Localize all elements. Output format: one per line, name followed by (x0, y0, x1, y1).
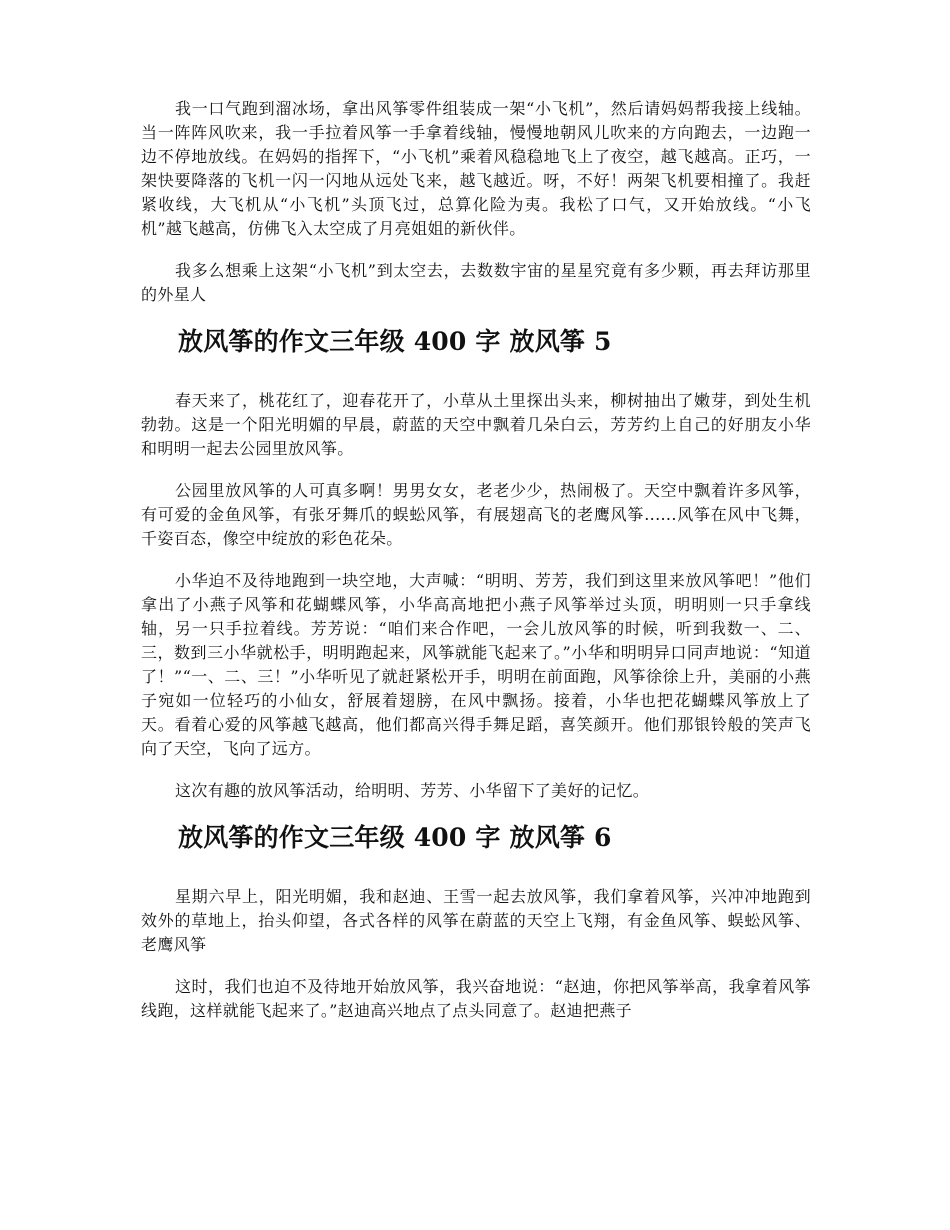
paragraph: 公园里放风筝的人可真多啊！男男女女，老老少少，热闹极了。天空中飘着许多风筝，有可爱的金鱼风筝，有张牙舞爪的蜈蚣风筝，有展翅高飞的老鹰风筝......风筝在风中飞舞，千姿百态，像空中绽放的彩色花朵。 (141, 481, 811, 548)
paragraph: 春天来了，桃花红了，迎春花开了，小草从土里探出头来，柳树抽出了嫩芽，到处生机勃勃。这是一个阳光明媚的早晨，蔚蓝的天空中飘着几朵白云，芳芳约上自己的好朋友小华和明明一起去公园里放风筝。 (141, 391, 811, 458)
paragraph: 这次有趣的放风筝活动，给明明、芳芳、小华留下了美好的记忆。 (175, 781, 650, 800)
paragraph: 我一口气跑到溜冰场，拿出风筝零件组装成一架“小飞机”，然后请妈妈帮我接上线轴。当一阵阵风吹来，我一手拉着风筝一手拿着线轴，慢慢地朝风儿吹来的方向跑去，一边跑一边不停地放线。在妈妈的指挥下，“小飞机”乘着风稳稳地飞上了夜空，越飞越高。正巧，一架快要降落的飞机一闪一闪地从远处飞来，越飞越近。呀，不好！两架飞机要相撞了。我赶紧收线，大飞机从“小飞机”头顶飞过，总算化险为夷。我松了口气，又开始放线。“小飞机”越飞越高，仿佛飞入太空成了月亮姐姐的新伙伴。 (141, 99, 811, 238)
paragraph: 我多么想乘上这架“小飞机”到太空去，去数数宇宙的星星究竟有多少颗，再去拜访那里的外星人 (141, 261, 811, 304)
paragraph: 星期六早上，阳光明媚，我和赵迪、王雪一起去放风筝，我们拿着风筝，兴冲冲地跑到效外的草地上，抬头仰望，各式各样的风筝在蔚蓝的天空上飞翔，有金鱼风筝、蜈蚣风筝、老鹰风筝 (141, 887, 811, 954)
paragraph: 小华迫不及待地跑到一块空地，大声喊：“明明、芳芳，我们到这里来放风筝吧！”他们拿出了小燕子风筝和花蝴蝶风筝，小华高高地把小燕子风筝举过头顶，明明则一只手拿线轴，另一只手拉着线。芳芳说：“咱们来合作吧，一会儿放风筝的时候，听到我数一、二、三，数到三小华就松手，明明跑起来，风筝就能飞起来了。”小华和明明异口同声地说：“知道了！”“一、二、三！”小华听见了就赶紧松开手，明明在前面跑，风筝徐徐上升，美丽的小燕子宛如一位轻巧的小仙女，舒展着翅膀，在风中飘扬。接着，小华也把花蝴蝶风筝放上了天。看着心爱的风筝越飞越高，他们都高兴得手舞足蹈，喜笑颜开。他们那银铃般的笑声飞向了天空，飞向了远方。 (141, 571, 811, 758)
paragraph: 这时，我们也迫不及待地开始放风筝，我兴奋地说：“赵迪，你把风筝举高，我拿着风筝线跑，这样就能飞起来了。”赵迪高兴地点了点头同意了。赵迪把燕子 (141, 977, 811, 1020)
section-heading: 放风筝的作文三年级 400 字 放风筝 5 (178, 327, 612, 356)
document-page (141, 97, 811, 1041)
section-heading: 放风筝的作文三年级 400 字 放风筝 6 (178, 823, 612, 852)
